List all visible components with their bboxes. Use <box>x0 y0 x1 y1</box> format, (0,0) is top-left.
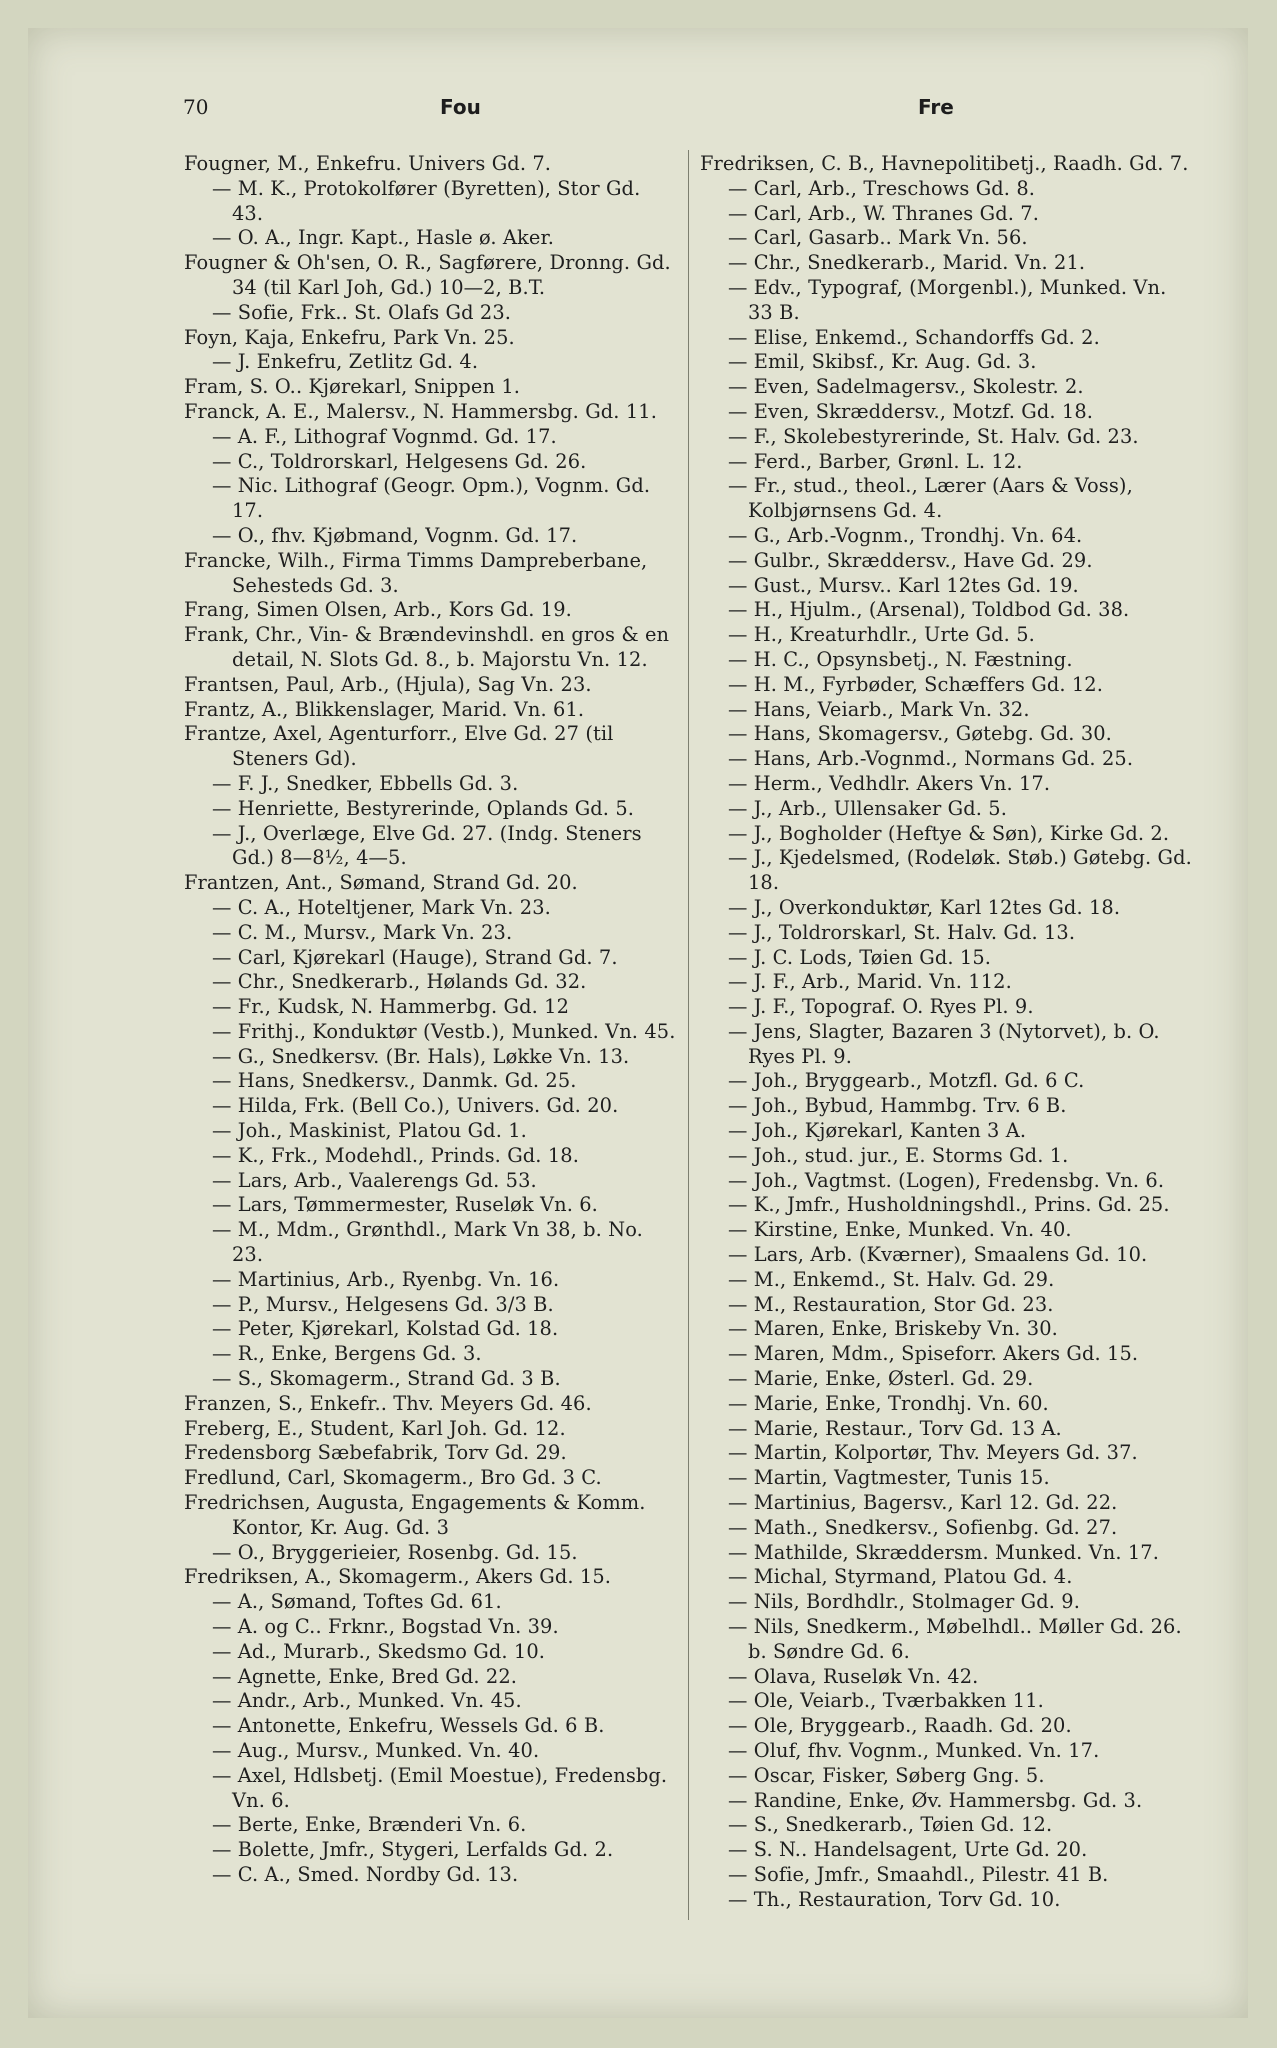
directory-entry: — Even, Skræddersv., Motzf. Gd. 18. <box>728 399 1094 423</box>
directory-entry: — A. F., Lithograf Vognmd. Gd. 17. <box>212 424 557 448</box>
directory-entry: — Antonette, Enkefru, Wessels Gd. 6 B. <box>212 1714 605 1738</box>
directory-entry: — Andr., Arb., Munked. Vn. 45. <box>212 1689 522 1713</box>
directory-entry: — Kirstine, Enke, Munked. Vn. 40. <box>728 1218 1072 1242</box>
directory-entry: — Chr., Snedkerarb., Hølands Gd. 32. <box>212 970 587 994</box>
directory-entry: — J., Kjedelsmed, (Rodeløk. Støb.) Gøtebg. Gd. 18. <box>728 846 1192 895</box>
directory-entry: — Hans, Veiarb., Mark Vn. 32. <box>728 697 1030 721</box>
directory-entry: Fredrichsen, Augusta, Engagements & Komm. Kontor, Kr. Aug. Gd. 3 <box>184 1491 646 1539</box>
directory-entry: — Joh., Bryggearb., Motzfl. Gd. 6 C. <box>728 1069 1085 1093</box>
directory-entry: — Lars, Tømmermester, Ruseløk Vn. 6. <box>212 1193 598 1217</box>
directory-entry: Fram, S. O.. Kjørekarl, Snippen 1. <box>184 375 521 399</box>
directory-entry: — Elise, Enkemd., Schandorffs Gd. 2. <box>728 325 1100 349</box>
directory-entry: — Nic. Lithograf (Geogr. Opm.), Vognm. Gd. 17. <box>212 474 651 523</box>
page-number: 70 <box>183 95 209 119</box>
directory-entry: — O., fhv. Kjøbmand, Vognm. Gd. 17. <box>212 523 578 547</box>
directory-entry: — Axel, Hdlsbetj. (Emil Moestue), Fredensbg. Vn. 6. <box>212 1763 668 1812</box>
directory-entry: — Peter, Kjørekarl, Kolstad Gd. 18. <box>212 1317 559 1341</box>
directory-entry: Fougner & Oh'sen, O. R., Sagførere, Dronng. Gd. 34 (til Karl Joh, Gd.) 10—2, B.T. <box>184 251 671 299</box>
directory-entry: — Ad., Murarb., Skedsmo Gd. 10. <box>212 1639 546 1663</box>
directory-entry: — J., Toldrorskarl, St. Halv. Gd. 13. <box>728 920 1076 944</box>
directory-entry: Frantzen, Ant., Sømand, Strand Gd. 20. <box>184 871 578 895</box>
directory-entry: — A. og C.. Frknr., Bogstad Vn. 39. <box>212 1615 559 1639</box>
directory-entry: Fredlund, Carl, Skomagerm., Bro Gd. 3 C. <box>184 1466 602 1490</box>
directory-entry: — M., Enkemd., St. Halv. Gd. 29. <box>728 1267 1055 1291</box>
directory-entry: — Fr., Kudsk, N. Hammerbg. Gd. 12 <box>212 995 570 1019</box>
directory-entry: — J. F., Arb., Marid. Vn. 112. <box>728 970 1012 994</box>
directory-entry: — Hilda, Frk. (Bell Co.), Univers. Gd. 20. <box>212 1094 619 1118</box>
directory-entry: Fougner, M., Enkefru. Univers Gd. 7. <box>184 152 552 175</box>
directory-entry: — Maren, Enke, Briskeby Vn. 30. <box>728 1317 1058 1341</box>
directory-entry: — Math., Snedkersv., Sofienbg. Gd. 27. <box>728 1515 1118 1539</box>
directory-entry: — K., Jmfr., Husholdningshdl., Prins. Gd. 25. <box>728 1193 1170 1217</box>
directory-entry: — Michal, Styrmand, Platou Gd. 4. <box>728 1565 1073 1589</box>
directory-entry: — H. M., Fyrbøder, Schæffers Gd. 12. <box>728 672 1103 696</box>
directory-entry: Frank, Chr., Vin- & Brændevinshdl. en gros & en detail, N. Slots Gd. 8., b. Majorstu Vn. 12. <box>184 623 670 671</box>
left-guide-word: Fou <box>440 95 481 119</box>
directory-entry: — Even, Sadelmagersv., Skolestr. 2. <box>728 375 1084 399</box>
directory-entry: — Martin, Kolportør, Thv. Meyers Gd. 37. <box>728 1441 1138 1465</box>
directory-entry: — Marie, Enke, Østerl. Gd. 29. <box>728 1367 1034 1391</box>
directory-entry: Frantsen, Paul, Arb., (Hjula), Sag Vn. 23. <box>184 672 592 696</box>
directory-entry: — J., Arb., Ullensaker Gd. 5. <box>728 796 1007 820</box>
directory-entry: — Martin, Vagtmester, Tunis 15. <box>728 1466 1050 1490</box>
directory-entry: Franzen, S., Enkefr.. Thv. Meyers Gd. 46. <box>184 1391 592 1415</box>
directory-entry: — Randine, Enke, Øv. Hammersbg. Gd. 3. <box>728 1788 1143 1812</box>
directory-entry: — Sofie, Jmfr., Smaahdl., Pilestr. 41 B. <box>728 1862 1109 1886</box>
directory-entry: — Gust., Mursv.. Karl 12tes Gd. 19. <box>728 573 1079 597</box>
directory-entry: — Ole, Bryggearb., Raadh. Gd. 20. <box>728 1714 1072 1738</box>
directory-entry: — J. Enkefru, Zetlitz Gd. 4. <box>212 350 479 374</box>
directory-entry: Frang, Simen Olsen, Arb., Kors Gd. 19. <box>184 598 572 622</box>
directory-entry: — Nils, Bordhdlr., Stolmager Gd. 9. <box>728 1590 1080 1614</box>
directory-entry: — Gulbr., Skræddersv., Have Gd. 29. <box>728 548 1093 572</box>
directory-entry: — A., Sømand, Toftes Gd. 61. <box>212 1590 502 1614</box>
right-column <box>700 152 1196 1913</box>
directory-entry: — Hans, Arb.-Vognmd., Normans Gd. 25. <box>728 747 1134 771</box>
directory-entry: — H., Hjulm., (Arsenal), Toldbod Gd. 38. <box>728 598 1130 622</box>
directory-entry: — M. K., Protokolfører (Byretten), Stor Gd. 43. <box>212 176 641 225</box>
directory-entry: — M., Mdm., Grønthdl., Mark Vn 38, b. No. 23. <box>212 1218 643 1267</box>
directory-entry: — F., Skolebestyrerinde, St. Halv. Gd. 23. <box>728 424 1139 448</box>
directory-entry: — R., Enke, Bergens Gd. 3. <box>212 1342 482 1366</box>
directory-entry: — Jens, Slagter, Bazaren 3 (Nytorvet), b. O. Ryes Pl. 9. <box>728 1019 1160 1068</box>
directory-entry: — G., Snedkersv. (Br. Hals), Løkke Vn. 13. <box>212 1044 630 1068</box>
directory-entry: — Marie, Enke, Trondhj. Vn. 60. <box>728 1391 1049 1415</box>
directory-entry: — O. A., Ingr. Kapt., Hasle ø. Aker. <box>212 226 554 250</box>
directory-entry: — Aug., Mursv., Munked. Vn. 40. <box>212 1739 540 1762</box>
directory-entry: — Fr., stud., theol., Lærer (Aars & Voss), Kolbjørnsens Gd. 4. <box>728 474 1133 523</box>
directory-entry: — J., Bogholder (Heftye & Søn), Kirke Gd. 2. <box>728 821 1170 845</box>
directory-entry: — S., Snedkerarb., Tøien Gd. 12. <box>728 1813 1053 1837</box>
directory-entry: Frantze, Axel, Agenturforr., Elve Gd. 27 (til Steners Gd). <box>184 722 614 771</box>
directory-entry: — Joh., Kjørekarl, Kanten 3 A. <box>728 1119 1027 1143</box>
directory-entry: — Hans, Snedkersv., Danmk. Gd. 25. <box>212 1069 577 1093</box>
directory-entry: Frantz, A., Blikkenslager, Marid. Vn. 61. <box>184 697 585 721</box>
directory-entry: — Lars, Arb., Vaalerengs Gd. 53. <box>212 1168 537 1192</box>
directory-entry: — Sofie, Frk.. St. Olafs Gd 23. <box>212 300 512 324</box>
directory-entry: — Joh., stud. jur., E. Storms Gd. 1. <box>728 1143 1069 1167</box>
left-column <box>184 152 676 1888</box>
directory-entry: — Edv., Typograf, (Morgenbl.), Munked. Vn. 33 B. <box>728 275 1167 324</box>
directory-entry: — J., Overkonduktør, Karl 12tes Gd. 18. <box>728 895 1121 919</box>
directory-entry: — Ferd., Barber, Grønl. L. 12. <box>728 449 1023 473</box>
directory-entry: — Nils, Snedkerm., Møbelhdl.. Møller Gd. 26. b. Søndre Gd. 6. <box>728 1615 1182 1663</box>
directory-entry: — Lars, Arb. (Kværner), Smaalens Gd. 10. <box>728 1243 1148 1267</box>
directory-entry: Franck, A. E., Malersv., N. Hammersbg. Gd. 11. <box>184 399 657 423</box>
directory-entry: — H., Kreaturhdlr., Urte Gd. 5. <box>728 623 1035 647</box>
directory-entry: — Maren, Mdm., Spiseforr. Akers Gd. 15. <box>728 1342 1139 1366</box>
directory-entry: — Hans, Skomagersv., Gøtebg. Gd. 30. <box>728 722 1112 746</box>
directory-entry: — Joh., Vagtmst. (Logen), Fredensbg. Vn. 6. <box>728 1168 1165 1192</box>
directory-entry: — C. A., Smed. Nordby Gd. 13. <box>212 1862 519 1886</box>
directory-entry: — C., Toldrorskarl, Helgesens Gd. 26. <box>212 449 587 473</box>
directory-entry: — F. J., Snedker, Ebbells Gd. 3. <box>212 771 519 795</box>
directory-entry: Fredensborg Sæbefabrik, Torv Gd. 29. <box>184 1441 567 1465</box>
directory-entry: — K., Frk., Modehdl., Prinds. Gd. 18. <box>212 1143 579 1167</box>
directory-entry: — S., Skomagerm., Strand Gd. 3 B. <box>212 1367 561 1391</box>
directory-entry: — Carl, Gasarb.. Mark Vn. 56. <box>728 226 1028 250</box>
directory-entry: — Olava, Ruseløk Vn. 42. <box>728 1664 979 1688</box>
directory-entry: Foyn, Kaja, Enkefru, Park Vn. 25. <box>184 325 515 349</box>
directory-entry: — P., Mursv., Helgesens Gd. 3/3 B. <box>212 1292 554 1316</box>
directory-entry: — Marie, Restaur., Torv Gd. 13 A. <box>728 1416 1062 1440</box>
directory-entry: — Chr., Snedkerarb., Marid. Vn. 21. <box>728 251 1086 275</box>
directory-entry: — Emil, Skibsf., Kr. Aug. Gd. 3. <box>728 350 1037 374</box>
directory-entry: — O., Bryggerieier, Rosenbg. Gd. 15. <box>212 1540 578 1564</box>
directory-entry: — Th., Restauration, Torv Gd. 10. <box>728 1887 1061 1911</box>
directory-entry: Freberg, E., Student, Karl Joh. Gd. 12. <box>184 1416 566 1440</box>
directory-entry: Fredriksen, C. B., Havnepolitibetj., Raadh. Gd. 7. <box>700 152 1189 175</box>
directory-entry: — Frithj., Konduktør (Vestb.), Munked. Vn. 45. <box>212 1019 676 1043</box>
right-guide-word: Fre <box>918 95 954 119</box>
directory-entry: — Carl, Kjørekarl (Hauge), Strand Gd. 7. <box>212 945 618 969</box>
directory-entry: — C. A., Hoteltjener, Mark Vn. 23. <box>212 895 551 919</box>
directory-entry: — Joh., Maskinist, Platou Gd. 1. <box>212 1119 527 1143</box>
directory-entry: Fredriksen, A., Skomagerm., Akers Gd. 15. <box>184 1565 612 1589</box>
directory-entry: — Mathilde, Skræddersm. Munked. Vn. 17. <box>728 1540 1159 1564</box>
directory-entry: — Carl, Arb., W. Thranes Gd. 7. <box>728 201 1039 225</box>
directory-entry: — Ole, Veiarb., Tværbakken 11. <box>728 1689 1044 1713</box>
directory-entry: — M., Restauration, Stor Gd. 23. <box>728 1292 1054 1316</box>
directory-entry: — Carl, Arb., Treschows Gd. 8. <box>728 176 1036 200</box>
directory-entry: — Berte, Enke, Brænderi Vn. 6. <box>212 1813 527 1837</box>
directory-entry: — G., Arb.-Vognm., Trondhj. Vn. 64. <box>728 523 1083 547</box>
directory-entry: Francke, Wilh., Firma Timms Dampreberbane, Sehesteds Gd. 3. <box>184 548 648 597</box>
directory-entry: — J. F., Topograf. O. Ryes Pl. 9. <box>728 995 1034 1019</box>
directory-entry: — Oluf, fhv. Vognm., Munked. Vn. 17. <box>728 1739 1100 1762</box>
directory-entry: — Martinius, Bagersv., Karl 12. Gd. 22. <box>728 1491 1118 1515</box>
directory-entry: — H. C., Opsynsbetj., N. Fæstning. <box>728 647 1073 671</box>
column-divider <box>688 150 689 1920</box>
directory-entry: — Joh., Bybud, Hammbg. Trv. 6 B. <box>728 1094 1067 1118</box>
directory-entry: — C. M., Mursv., Mark Vn. 23. <box>212 920 513 944</box>
directory-entry: — Agnette, Enke, Bred Gd. 22. <box>212 1664 518 1688</box>
directory-entry: — Henriette, Bestyrerinde, Oplands Gd. 5. <box>212 796 635 820</box>
directory-entry: — Bolette, Jmfr., Stygeri, Lerfalds Gd. 2. <box>212 1838 614 1862</box>
directory-entry: — S. N.. Handelsagent, Urte Gd. 20. <box>728 1838 1088 1862</box>
directory-entry: — Herm., Vedhdlr. Akers Vn. 17. <box>728 771 1051 795</box>
directory-entry: — Martinius, Arb., Ryenbg. Vn. 16. <box>212 1267 560 1291</box>
directory-entry: — Oscar, Fisker, Søberg Gng. 5. <box>728 1763 1045 1787</box>
directory-entry: — J., Overlæge, Elve Gd. 27. (Indg. Steners Gd.) 8—8½, 4—5. <box>212 821 642 870</box>
directory-entry: — J. C. Lods, Tøien Gd. 15. <box>728 945 992 969</box>
